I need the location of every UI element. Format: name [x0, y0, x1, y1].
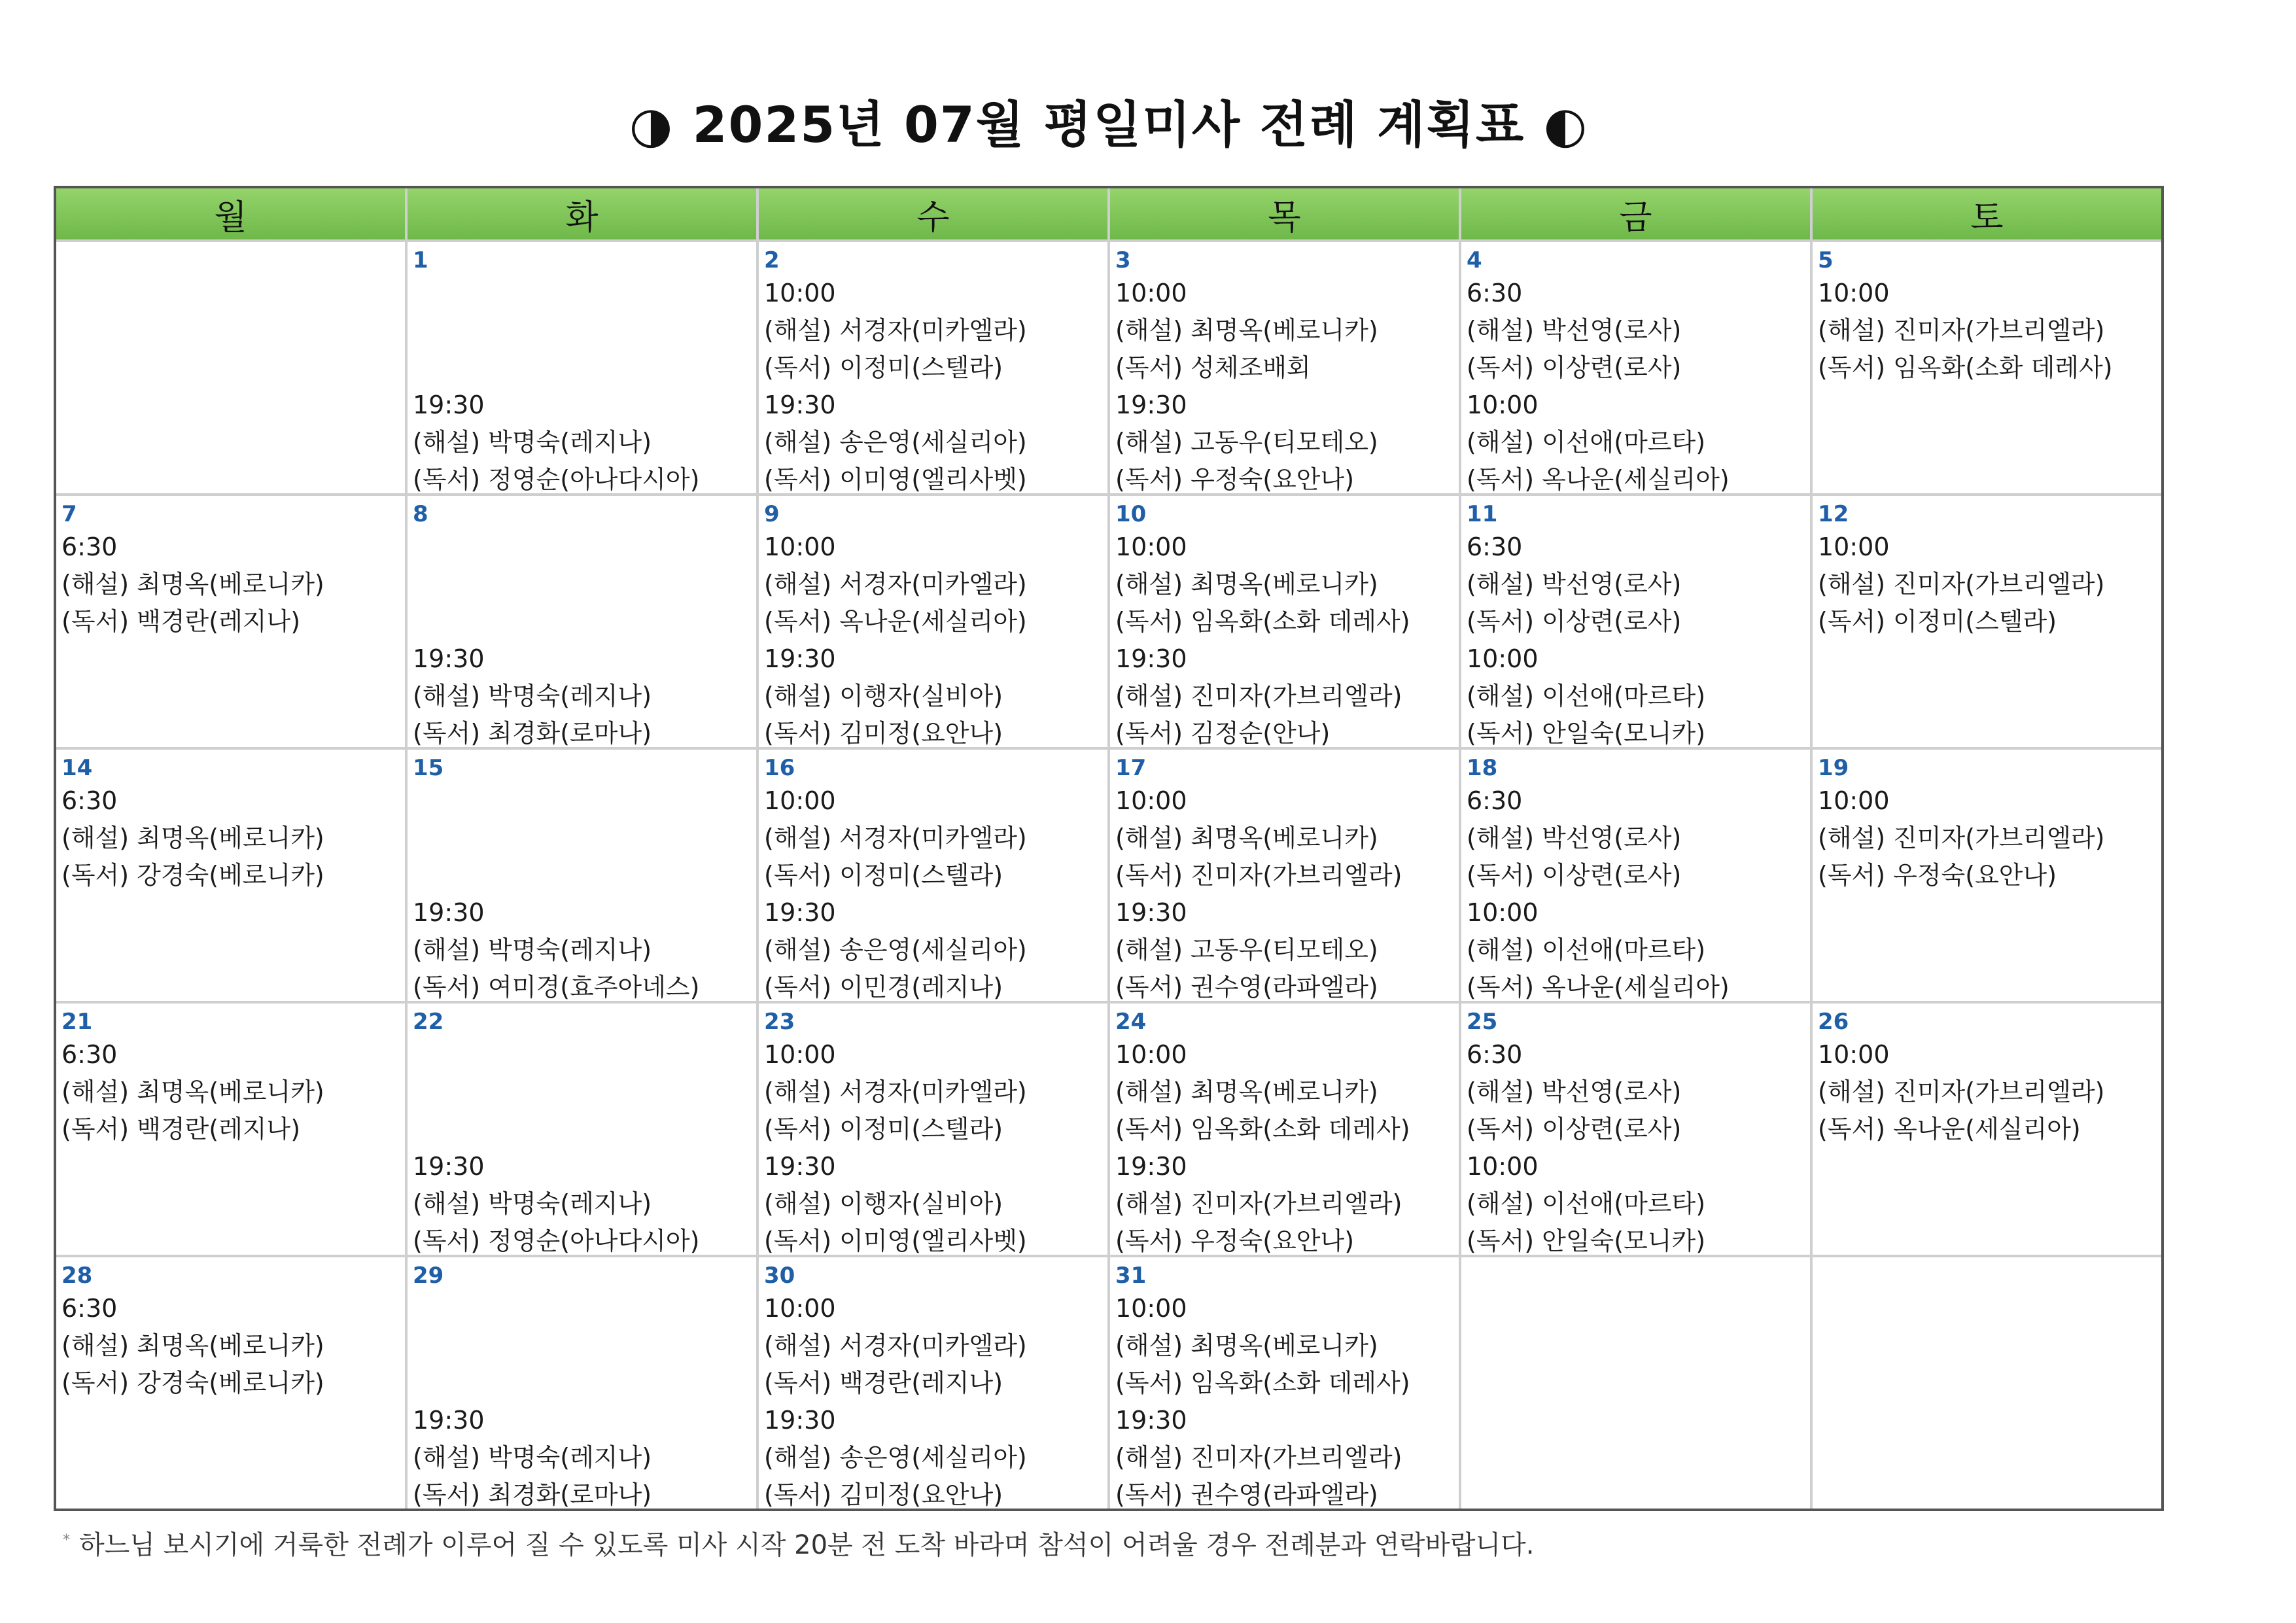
schedule-line: 10:00: [1115, 786, 1187, 815]
schedule-line: (해설) 진미자(가브리엘라): [1115, 682, 1402, 710]
schedule-line: 6:30: [61, 532, 118, 561]
schedule-line: (해설) 박명숙(레지나): [413, 428, 652, 457]
schedule-line: [413, 1073, 751, 1111]
schedule-line: 19:30: [413, 1152, 485, 1181]
schedule-line: 6:30: [1467, 1040, 1523, 1069]
day-number: 17: [1115, 755, 1147, 781]
day-cell: [56, 496, 405, 747]
schedule-line: (해설) 이선애(마르타): [1467, 1189, 1706, 1218]
day-cell: [1110, 750, 1459, 1001]
schedule-line: (해설) 진미자(가브리엘라): [1818, 824, 2105, 852]
schedule-line: 6:30: [61, 1040, 118, 1069]
day-cell: [1110, 496, 1459, 747]
day-cell: [408, 242, 756, 493]
day-cell: [1813, 1003, 2161, 1255]
schedule-line: 6:30: [61, 1294, 118, 1323]
schedule-line: 6:30: [61, 786, 118, 815]
day-cell: [1110, 1257, 1459, 1509]
schedule-line: (해설) 이선애(마르타): [1467, 935, 1706, 964]
schedule-line: 10:00: [1467, 391, 1539, 419]
day-number: 5: [1818, 247, 1834, 273]
calendar-grid: [54, 186, 2164, 1511]
schedule-line: (독서) 김정순(안나): [1115, 719, 1331, 747]
day-number: 31: [1115, 1263, 1147, 1289]
schedule-line: (해설) 최명옥(베로니카): [1115, 1331, 1378, 1360]
schedule-line: [413, 529, 751, 566]
schedule-line: 10:00: [764, 1294, 836, 1323]
schedule-line: (해설) 박명숙(레지나): [413, 1443, 652, 1472]
schedule-line: (독서) 강경숙(베로니카): [61, 1369, 324, 1397]
schedule-line: [413, 1365, 751, 1402]
schedule-line: (해설) 서경자(미카엘라): [764, 316, 1027, 345]
schedule-line: (해설) 송은영(세실리아): [764, 1443, 1027, 1472]
schedule-line: (독서) 이정미(스텔라): [764, 353, 1003, 382]
day-cell: [1813, 750, 2161, 1001]
schedule-line: 19:30: [1115, 391, 1187, 419]
weekday-header-mon: 월: [56, 188, 405, 239]
schedule-line: [413, 566, 751, 603]
day-cell: [1461, 750, 1810, 1001]
day-cell: [759, 242, 1107, 493]
schedule-line: (독서) 임옥화(소화 데레사): [1115, 1369, 1410, 1397]
schedule-line: (독서) 이상련(로사): [1467, 607, 1682, 636]
schedule-line: (해설) 최명옥(베로니카): [61, 570, 324, 599]
weekday-header-fri: 금: [1461, 188, 1810, 239]
day-cell: [759, 750, 1107, 1001]
day-number: 22: [413, 1009, 444, 1035]
schedule-line: (독서) 이정미(스텔라): [1818, 607, 2057, 636]
schedule-line: 10:00: [1467, 898, 1539, 927]
schedule-line: [413, 857, 751, 894]
schedule-line: (해설) 박명숙(레지나): [413, 935, 652, 964]
schedule-line: (해설) 박선영(로사): [1467, 1077, 1682, 1106]
day-cell: [1110, 1003, 1459, 1255]
schedule-line: (독서) 권수영(라파엘라): [1115, 973, 1378, 1001]
schedule-line: [413, 782, 751, 820]
day-number: 23: [764, 1009, 795, 1035]
schedule-line: 10:00: [1467, 644, 1539, 673]
schedule-line: 6:30: [1467, 532, 1523, 561]
schedule-line: (독서) 안일숙(모니카): [1467, 719, 1706, 747]
schedule-line: (해설) 서경자(미카엘라): [764, 1077, 1027, 1106]
day-number: 25: [1467, 1009, 1498, 1035]
schedule-line: (해설) 고동우(티모테오): [1115, 935, 1378, 964]
schedule-line: (독서) 권수영(라파엘라): [1115, 1480, 1378, 1509]
schedule-line: 10:00: [1115, 532, 1187, 561]
day-number: 26: [1818, 1009, 1849, 1035]
day-cell: [56, 242, 405, 493]
schedule-line: 19:30: [764, 391, 836, 419]
schedule-line: (해설) 최명옥(베로니카): [1115, 570, 1378, 599]
schedule-line: (독서) 이정미(스텔라): [764, 861, 1003, 890]
day-number: 18: [1467, 755, 1498, 781]
schedule-line: 19:30: [1115, 898, 1187, 927]
schedule-line: 19:30: [1115, 644, 1187, 673]
weekday-header-wed: 수: [759, 188, 1107, 239]
day-cell: [1110, 242, 1459, 493]
schedule-line: [413, 312, 751, 349]
day-cell: [408, 496, 756, 747]
day-number: 21: [61, 1009, 93, 1035]
schedule-line: (독서) 이상련(로사): [1467, 861, 1682, 890]
day-cell: [408, 1257, 756, 1509]
schedule-line: 19:30: [413, 898, 485, 927]
schedule-line: [413, 349, 751, 387]
half-moon-right-icon: ◐: [1543, 96, 1589, 154]
schedule-line: (독서) 안일숙(모니카): [1467, 1227, 1706, 1255]
schedule-line: (해설) 최명옥(베로니카): [1115, 824, 1378, 852]
schedule-line: (해설) 진미자(가브리엘라): [1818, 316, 2105, 345]
schedule-line: [413, 603, 751, 640]
schedule-line: 10:00: [1818, 279, 1890, 307]
schedule-line: (해설) 서경자(미카엘라): [764, 1331, 1027, 1360]
schedule-line: 6:30: [1467, 786, 1523, 815]
schedule-line: 10:00: [1818, 1040, 1890, 1069]
day-cell: [1461, 496, 1810, 747]
schedule-line: (해설) 서경자(미카엘라): [764, 824, 1027, 852]
schedule-line: 10:00: [1818, 786, 1890, 815]
schedule-line: (해설) 최명옥(베로니카): [1115, 316, 1378, 345]
day-cell: [1461, 1003, 1810, 1255]
schedule-line: (독서) 이상련(로사): [1467, 1115, 1682, 1143]
schedule-line: (해설) 송은영(세실리아): [764, 428, 1027, 457]
schedule-line: (해설) 진미자(가브리엘라): [1818, 570, 2105, 599]
schedule-line: (해설) 이선애(마르타): [1467, 682, 1706, 710]
day-cell: [1813, 1257, 2161, 1509]
schedule-line: 10:00: [1818, 532, 1890, 561]
schedule-line: (독서) 임옥화(소화 데레사): [1115, 607, 1410, 636]
schedule-line: 10:00: [764, 1040, 836, 1069]
schedule-line: (독서) 백경란(레지나): [61, 1115, 301, 1143]
schedule-line: (독서) 이미영(엘리사벳): [764, 1227, 1027, 1255]
schedule-line: (독서) 옥나운(세실리아): [764, 607, 1027, 636]
day-number: 30: [764, 1263, 795, 1289]
weekday-header-thu: 목: [1110, 188, 1459, 239]
schedule-line: 19:30: [413, 391, 485, 419]
schedule-line: (독서) 임옥화(소화 데레사): [1115, 1115, 1410, 1143]
weekday-header-sat: 토: [1813, 188, 2161, 239]
schedule-line: (독서) 옥나운(세실리아): [1467, 973, 1730, 1001]
schedule-line: [413, 820, 751, 857]
day-number: 14: [61, 755, 93, 781]
day-number: 8: [413, 501, 428, 527]
day-cell: [56, 1003, 405, 1255]
schedule-line: (해설) 진미자(가브리엘라): [1818, 1077, 2105, 1106]
schedule-line: (독서) 최경화(로마나): [413, 1480, 652, 1509]
schedule-line: 6:30: [1467, 279, 1523, 307]
schedule-line: (독서) 여미경(효주아네스): [413, 973, 700, 1001]
schedule-line: [413, 1036, 751, 1073]
schedule-line: 19:30: [764, 1152, 836, 1181]
schedule-line: (해설) 최명옥(베로니카): [1115, 1077, 1378, 1106]
schedule-line: (독서) 이상련(로사): [1467, 353, 1682, 382]
schedule-line: (독서) 강경숙(베로니카): [61, 861, 324, 890]
schedule-line: [413, 1111, 751, 1148]
schedule-line: 19:30: [764, 1406, 836, 1435]
schedule-line: (해설) 최명옥(베로니카): [61, 824, 324, 852]
schedule-line: 10:00: [764, 279, 836, 307]
schedule-line: (독서) 우정숙(요안나): [1818, 861, 2057, 890]
schedule-line: 19:30: [1115, 1406, 1187, 1435]
schedule-line: (독서) 김미정(요안나): [764, 719, 1003, 747]
day-cell: [759, 1003, 1107, 1255]
schedule-line: (독서) 성체조배회: [1115, 353, 1311, 382]
schedule-line: (해설) 서경자(미카엘라): [764, 570, 1027, 599]
schedule-line: (독서) 우정숙(요안나): [1115, 465, 1355, 493]
day-cell: [56, 750, 405, 1001]
footnote-text: 하느님 보시기에 거룩한 전례가 이루어 질 수 있도록 미사 시작 20분 전 도착 바라며 참석이 어려울 경우 전례분과 연락바랍니다.: [79, 1530, 1535, 1560]
day-number: 24: [1115, 1009, 1147, 1035]
day-number: 4: [1467, 247, 1482, 273]
day-number: 9: [764, 501, 780, 527]
schedule-line: [413, 275, 751, 312]
schedule-line: 10:00: [1115, 1294, 1187, 1323]
schedule-line: (독서) 옥나운(세실리아): [1467, 465, 1730, 493]
schedule-line: (해설) 진미자(가브리엘라): [1115, 1443, 1402, 1472]
day-number: 1: [413, 247, 428, 273]
day-cell: [1461, 242, 1810, 493]
day-cell: [1461, 1257, 1810, 1509]
schedule-line: (해설) 박선영(로사): [1467, 570, 1682, 599]
day-cell: [759, 1257, 1107, 1509]
schedule-line: (해설) 진미자(가브리엘라): [1115, 1189, 1402, 1218]
schedule-line: 10:00: [764, 532, 836, 561]
schedule-line: (독서) 임옥화(소화 데레사): [1818, 353, 2113, 382]
schedule-line: 19:30: [1115, 1152, 1187, 1181]
schedule-line: (해설) 송은영(세실리아): [764, 935, 1027, 964]
schedule-line: (독서) 정영순(아나다시아): [413, 1227, 700, 1255]
schedule-line: 10:00: [1467, 1152, 1539, 1181]
schedule-line: (해설) 박명숙(레지나): [413, 1189, 652, 1218]
schedule-line: 10:00: [1115, 279, 1187, 307]
schedule-line: 19:30: [413, 644, 485, 673]
schedule-line: (독서) 진미자(가브리엘라): [1115, 861, 1402, 890]
day-number: 7: [61, 501, 77, 527]
schedule-line: (해설) 최명옥(베로니카): [61, 1077, 324, 1106]
day-cell: [408, 1003, 756, 1255]
day-number: 16: [764, 755, 795, 781]
schedule-line: (독서) 이민경(레지나): [764, 973, 1003, 1001]
schedule-line: (해설) 박선영(로사): [1467, 316, 1682, 345]
schedule-line: (독서) 정영순(아나다시아): [413, 465, 700, 493]
day-cell: [56, 1257, 405, 1509]
day-cell: [759, 496, 1107, 747]
day-number: 15: [413, 755, 444, 781]
schedule-line: (해설) 이행자(실비아): [764, 1189, 1003, 1218]
page-title: [0, 85, 2218, 156]
day-cell: [1813, 496, 2161, 747]
schedule-line: (독서) 우정숙(요안나): [1115, 1227, 1355, 1255]
schedule-line: 19:30: [413, 1406, 485, 1435]
schedule-line: (독서) 김미정(요안나): [764, 1480, 1003, 1509]
day-cell: [408, 750, 756, 1001]
half-moon-left-icon: ◑: [629, 96, 674, 154]
footnote: [63, 1524, 1534, 1562]
day-number: 28: [61, 1263, 93, 1289]
schedule-line: (독서) 백경란(레지나): [764, 1369, 1003, 1397]
schedule-line: [413, 1290, 751, 1327]
schedule-line: 19:30: [764, 898, 836, 927]
day-number: 10: [1115, 501, 1147, 527]
schedule-line: (해설) 이행자(실비아): [764, 682, 1003, 710]
day-number: 11: [1467, 501, 1498, 527]
schedule-line: 10:00: [764, 786, 836, 815]
day-number: 12: [1818, 501, 1849, 527]
schedule-line: (독서) 백경란(레지나): [61, 607, 301, 636]
weekday-header-tue: 화: [408, 188, 756, 239]
schedule-line: [413, 1327, 751, 1365]
schedule-line: (독서) 이미영(엘리사벳): [764, 465, 1027, 493]
schedule-line: (해설) 최명옥(베로니카): [61, 1331, 324, 1360]
schedule-line: 19:30: [764, 644, 836, 673]
schedule-line: (독서) 이정미(스텔라): [764, 1115, 1003, 1143]
schedule-line: (독서) 옥나운(세실리아): [1818, 1115, 2081, 1143]
title-text: 2025년 07월 평일미사 전례 계획표: [692, 96, 1525, 154]
schedule-line: (해설) 박명숙(레지나): [413, 682, 652, 710]
day-number: 19: [1818, 755, 1849, 781]
day-number: 29: [413, 1263, 444, 1289]
schedule-line: (독서) 최경화(로마나): [413, 719, 652, 747]
day-number: 2: [764, 247, 780, 273]
schedule-line: (해설) 고동우(티모테오): [1115, 428, 1378, 457]
day-cell: [1813, 242, 2161, 493]
schedule-line: 10:00: [1115, 1040, 1187, 1069]
schedule-line: (해설) 박선영(로사): [1467, 824, 1682, 852]
schedule-line: (해설) 이선애(마르타): [1467, 428, 1706, 457]
day-number: 3: [1115, 247, 1131, 273]
footnote-mark: *: [63, 1531, 70, 1548]
